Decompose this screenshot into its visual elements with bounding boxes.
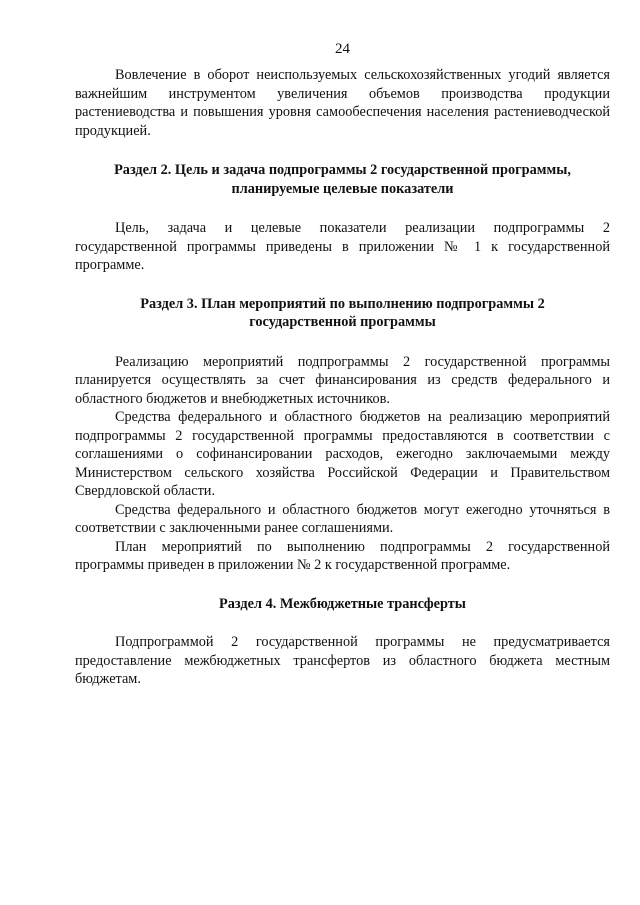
section-4-body [75, 633, 610, 689]
section-2-heading-line-1: Раздел 2. Цель и задача подпрограммы 2 государственной программы, [114, 162, 571, 178]
section-2-body [75, 219, 610, 275]
section-4-paragraph: Подпрограммой 2 государственной программы не предусматривается предоставление межбюджетных трансфертов из областного бюджета местным бюджетам. [75, 634, 610, 687]
section-3-body [75, 353, 610, 575]
section-2-heading-line-2: планируемые целевые показатели [231, 180, 454, 197]
section-3-paragraph-1: Реализацию мероприятий подпрограммы 2 государственной программы планируется осуществлять за счет финансирования из средств федерального и областного бюджетов и внебюджетных источников. [75, 353, 610, 407]
section-2-paragraph: Цель, задача и целевые показатели реализации подпрограммы 2 государственной программы приведены в приложении № 1 к государственной программе. [75, 220, 610, 273]
section-3-heading [75, 295, 610, 332]
intro-section [75, 66, 610, 140]
page-number: 24 [335, 41, 350, 57]
section-3-paragraph-2: Средства федерального и областного бюджетов на реализацию мероприятий подпрограммы 2 государственной программы предоставляются в соответствии с соглашениями о софинансировании расходов, ежегодно заключаемыми между Министерством сельского хозяйства Российской Федерации и Правительством Свердловской области. [75, 409, 610, 499]
section-2-heading [75, 161, 610, 198]
section-3-paragraph-3: Средства федерального и областного бюджетов могут ежегодно уточняться в соответствии с заключенными ранее соглашениями. [75, 501, 610, 536]
section-3-heading-line-2: государственной программы [249, 314, 436, 330]
document-page [75, 40, 610, 689]
section-4-heading [75, 595, 610, 614]
section-4-heading-line-1: Раздел 4. Межбюджетные трансферты [219, 595, 466, 612]
section-3-paragraph-4: План мероприятий по выполнению подпрограммы 2 государственной программы приведен в приложении № 2 к государственной программе. [75, 538, 610, 573]
section-3-heading-line-1: Раздел 3. План мероприятий по выполнению подпрограммы 2 [140, 295, 545, 312]
intro-paragraph: Вовлечение в оборот неиспользуемых сельскохозяйственных угодий является важнейшим инструментом увеличения объемов производства продукции растениеводства и повышения уровня самообеспечения населения растениеводческой продукцией. [75, 67, 610, 139]
